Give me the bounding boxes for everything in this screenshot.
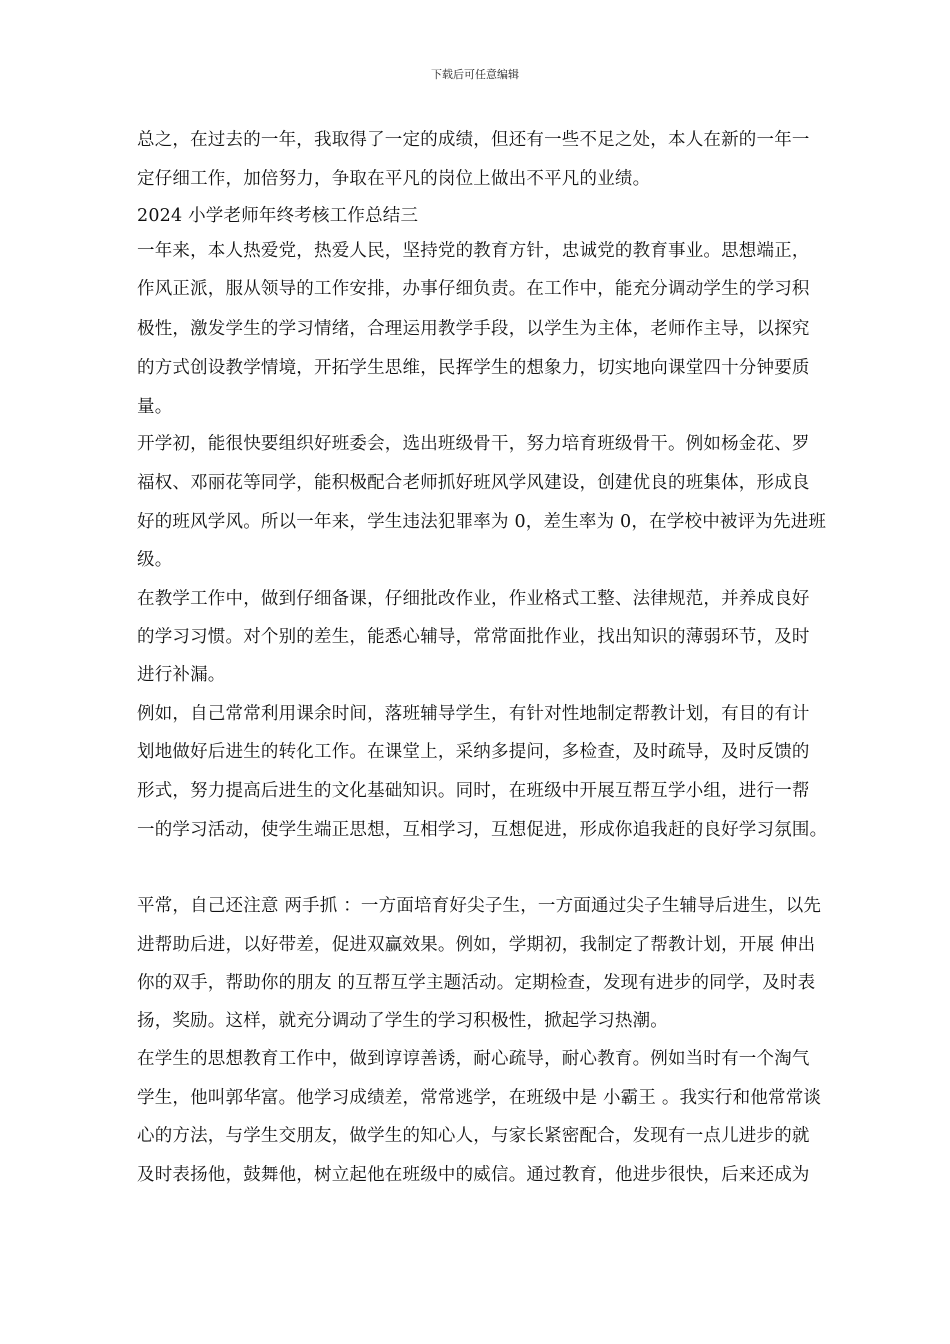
text-line: 作风正派，服从领导的工作安排，办事仔细负责。在工作中，能充分调动学生的学习积 — [137, 279, 810, 299]
text-line: 学生，他叫郭华富。他学习成绩差，常常逃学，在班级中是 小霸王 。我实行和他常常谈 — [137, 1088, 822, 1108]
text-line: 的学习习惯。对个别的差生，能悉心辅导，常常面批作业，找出知识的薄弱环节，及时 — [137, 627, 810, 647]
text-line: 划地做好后进生的转化工作。在课堂上，采纳多提问，多检查，及时疏导，及时反馈的 — [137, 742, 810, 762]
text-line: 一年来，本人热爱党，热爱人民，坚持党的教育方针，忠诚党的教育事业。思想端正， — [137, 241, 810, 261]
section-title: 2024 小学老师年终考核工作总结三 — [137, 206, 419, 226]
text-line: 在学生的思想教育工作中，做到谆谆善诱，耐心疏导，耐心教育。例如当时有一个淘气 — [137, 1049, 810, 1069]
text-line: 的方式创设教学情境，开拓学生思维，民挥学生的想象力，切实地向课堂四十分钟要质 — [137, 358, 810, 378]
text-line: 及时表扬他，鼓舞他，树立起他在班级中的威信。通过教育，他进步很快，后来还成为 — [137, 1165, 810, 1185]
text-line: 总之，在过去的一年，我取得了一定的成绩，但还有一些不足之处，本人在新的一年一 — [137, 130, 810, 150]
text-line: 平常，自己还注意 两手抓 ：一方面培育好尖子生，一方面通过尖子生辅导后进生，以先 — [137, 896, 822, 916]
text-line: 极性，激发学生的学习情绪，合理运用教学手段，以学生为主体，老师作主导，以探究 — [137, 319, 810, 339]
text-line: 例如，自己常常利用课余时间，落班辅导学生，有针对性地制定帮教计划，有目的有计 — [137, 704, 810, 724]
text-line: 你的双手，帮助你的朋友 的互帮互学主题活动。定期检查，发现有进步的同学，及时表 — [137, 973, 816, 993]
text-line: 定仔细工作，加倍努力，争取在平凡的岗位上做出不平凡的业绩。 — [137, 169, 651, 189]
text-line: 进帮助后进，以好带差，促进双赢效果。例如，学期初，我制定了帮教计划，开展 伸出 — [137, 935, 816, 955]
text-line: 量。 — [137, 397, 173, 417]
text-line: 一的学习活动，使学生端正思想，互相学习，互想促进，形成你追我赶的良好学习氛围。 — [137, 820, 828, 840]
text-line: 进行补漏。 — [137, 665, 226, 685]
text-line: 福权、邓丽花等同学，能积极配合老师抓好班风学风建设，创建优良的班集体，形成良 — [137, 473, 810, 493]
text-line: 扬，奖励。这样，就充分调动了学生的学习积极性，掀起学习热潮。 — [137, 1011, 668, 1031]
text-line: 好的班风学风。所以一年来，学生违法犯罪率为 0，差生率为 0，在学校中被评为先进班 — [137, 512, 827, 532]
text-line: 心的方法，与学生交朋友，做学生的知心人，与家长紧密配合，发现有一点儿进步的就 — [137, 1126, 810, 1146]
text-line: 级。 — [137, 550, 173, 570]
text-line: 在教学工作中，做到仔细备课，仔细批改作业，作业格式工整、法律规范，并养成良好 — [137, 589, 810, 609]
text-line: 开学初，能很快要组织好班委会，选出班级骨干，努力培育班级骨干。例如杨金花、罗 — [137, 434, 810, 454]
page-header: 下载后可任意编辑 — [431, 68, 519, 81]
text-line: 形式，努力提高后进生的文化基础知识。同时，在班级中开展互帮互学小组，进行一帮 — [137, 781, 810, 801]
